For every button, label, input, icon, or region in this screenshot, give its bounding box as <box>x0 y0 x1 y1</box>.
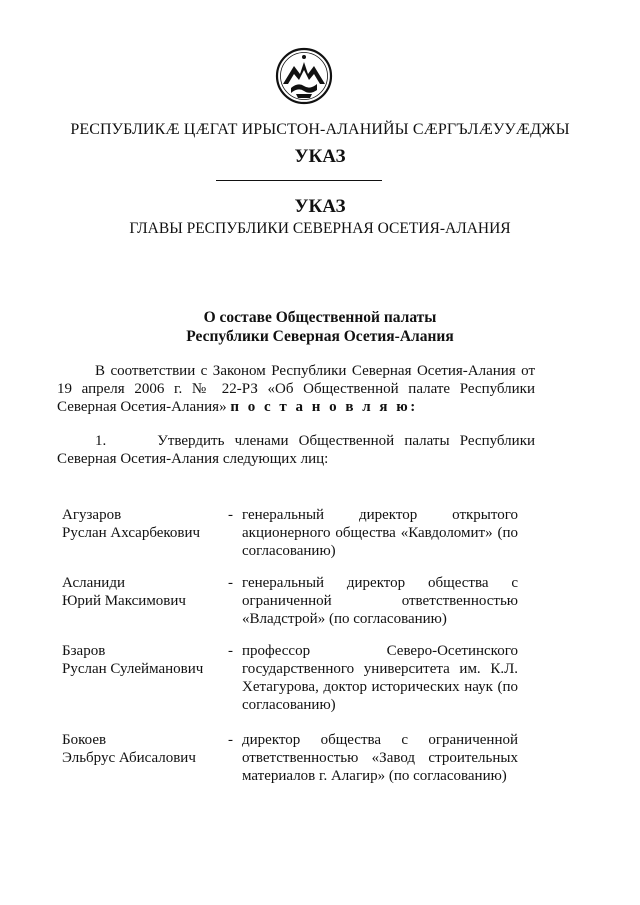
member-surname: Бзаров <box>62 643 106 659</box>
member-dash: - <box>228 507 233 523</box>
member-given-name: Руслан Сулейманович <box>62 661 204 677</box>
decree-heading-russian: УКАЗ <box>294 196 346 217</box>
member-name <box>62 731 222 767</box>
subject-line-1: О составе Общественной палаты <box>203 309 437 326</box>
head-of-republic-title: ГЛАВЫ РЕСПУБЛИКИ СЕВЕРНАЯ ОСЕТИЯ-АЛАНИЯ <box>129 220 511 237</box>
preamble-text: В соответствии с Законом Республики Северная Осетия-Алания от 19 апреля 2006 г. № 22-РЗ «Об Общественной палате Республики Северная Осетия-Алания» <box>57 363 535 415</box>
member-given-name: Эльбрус Абисалович <box>62 750 196 766</box>
member-surname: Асланиди <box>62 575 125 591</box>
member-surname: Бокоев <box>62 732 107 748</box>
member-role: генеральный директор общества с ограниченной ответственностью «Владстрой» (по согласованию) <box>242 575 518 627</box>
member-dash: - <box>228 575 233 591</box>
item-1-paragraph <box>57 432 535 468</box>
member-name <box>62 574 222 610</box>
member-role: профессор Северо-Осетинского государственного университета им. К.Л. Хетагурова, доктор исторических наук (по согласованию) <box>242 643 518 713</box>
preamble-paragraph <box>57 362 535 416</box>
header-divider <box>216 180 382 181</box>
republic-title-ossetian: РЕСПУБЛИКӔ ЦӔГАТ ИРЫСТОН-АЛАНИЙЫ СӔРГЪЛӔУУӔДЖЫ <box>70 121 570 138</box>
member-given-name: Юрий Максимович <box>62 593 186 609</box>
decree-heading-ossetian: УКАЗ <box>294 146 346 167</box>
member-dash: - <box>228 732 233 748</box>
item-1-text: Утвердить членами Общественной палаты Республики Северная Осетия-Алания следующих лиц: <box>57 433 536 467</box>
decree-subject <box>0 308 640 346</box>
member-dash: - <box>228 643 233 659</box>
member-given-name: Руслан Ахсарбекович <box>62 525 201 541</box>
subject-line-2: Республики Северная Осетия-Алания <box>186 328 454 345</box>
decree-word: п о с т а н о в л я ю: <box>230 399 418 415</box>
member-name <box>62 642 222 678</box>
member-surname: Агузаров <box>62 507 122 523</box>
member-role: генеральный директор открытого акционерного общества «Кавдоломит» (по согласованию) <box>242 507 518 559</box>
member-role: директор общества с ограниченной ответственностью «Завод строительных материалов г. Алагир» (по согласованию) <box>242 732 518 784</box>
member-name <box>62 506 222 542</box>
item-1-number: 1. <box>95 433 107 449</box>
coat-of-arms-emblem <box>274 46 334 106</box>
